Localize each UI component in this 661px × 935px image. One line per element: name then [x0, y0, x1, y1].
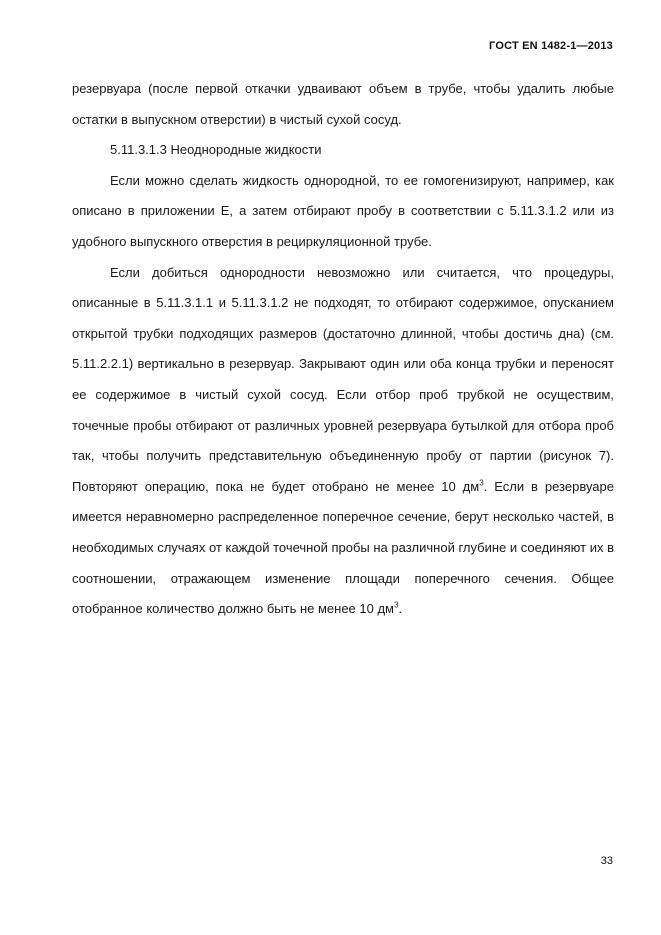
paragraph-homogeneous: Если можно сделать жидкость однородной, то ее гомогенизируют, например, как описано в приложении Е, а затем отбирают пробу в соответствии с 5.11.3.1.2 или из удобного выпускного отверстия в рециркуляционной трубе.	[72, 172, 614, 249]
superscript-cube-2: 3	[394, 600, 399, 610]
paragraph-continuation: резервуара (после первой откачки удваивают объем в трубе, чтобы удалить любые остатки в выпускном отверстии) в чистый сухой сосуд.	[72, 81, 614, 127]
paragraph-nonhomogeneous	[72, 258, 614, 625]
paragraph-text-part2: . Если в резервуаре имеется неравномерно распределенное поперечное сечение, берут несколько частей, в необходимых случаях от каждой точечной пробы на различной глубине и соединяют их в соотношении, отражающем изменение площади поперечного сечения. Общее отобранное количество должно быть не менее 10 дм	[72, 478, 614, 617]
paragraph-text-part1: Если добиться однородности невозможно или считается, что процедуры, описанные в 5.11.3.1.1 и 5.11.3.1.2 не подходят, то отбирают содержимое, опусканием открытой трубки подходящих размеров (достаточно длинной, чтобы достичь дна) (см. 5.11.2.2.1) вертикально в резервуар. Закрывают один или оба конца трубки и переносят ее содержимое в чистый сухой сосуд. Если отбор проб трубкой не осуществим, точечные пробы отбирают от различных уровней резервуара бутылкой для отбора проб так, чтобы получить представительную объединенную пробу от партии (рисунок 7). Повторяют операцию, пока не будет отобрано не менее 10 дм	[72, 264, 614, 494]
document-header: ГОСТ EN 1482-1—2013	[489, 40, 613, 52]
section-heading: 5.11.3.1.3 Неоднородные жидкости	[110, 142, 322, 158]
page-number: 33	[600, 855, 613, 867]
paragraph-text-part3: .	[398, 601, 403, 617]
document-body	[72, 74, 614, 625]
superscript-cube-1: 3	[479, 478, 484, 488]
